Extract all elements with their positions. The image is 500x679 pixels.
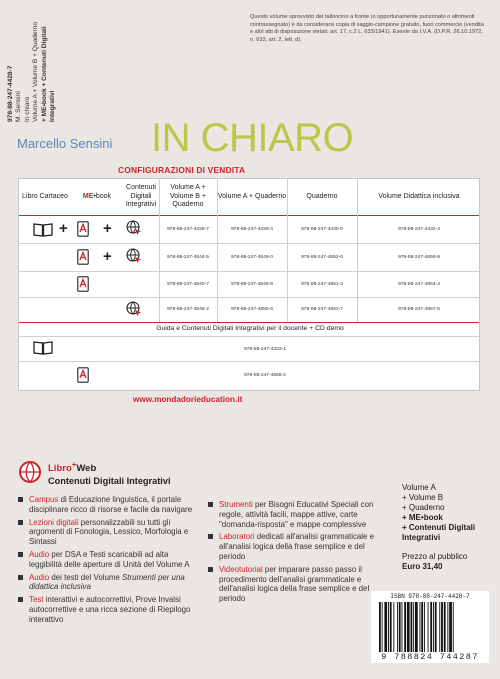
row-divider (19, 336, 479, 337)
plus-icon: + (103, 248, 112, 265)
tablet-mebook-icon (77, 367, 89, 383)
isbn-code: 978-88-247-4840-7 (167, 282, 209, 287)
digital-content-list-right (208, 500, 390, 607)
tablet-mebook-icon (77, 249, 89, 265)
composition-line: Integrativi (402, 533, 441, 542)
book-icon (33, 223, 53, 237)
barcode-bar (404, 602, 406, 652)
book-title: IN CHIARO (151, 116, 354, 160)
column-divider (357, 179, 358, 322)
barcode-bar (430, 602, 432, 652)
barcode-bar (390, 602, 392, 652)
isbn-code: 978-88-247-4852-0 (301, 255, 343, 260)
barcode-bar (428, 602, 429, 652)
list-item: Audio dei testi del Volume Strumenti per una didattica inclusiva (18, 573, 196, 593)
barcode-bar (449, 602, 452, 652)
barcode-bars (379, 602, 481, 652)
column-divider (159, 179, 160, 322)
tablet-mebook-icon (77, 276, 89, 292)
isbn-code: 978-88-247-4854-4 (398, 282, 440, 287)
barcode-bar (384, 602, 387, 652)
barcode-bar (420, 602, 421, 652)
isbn-code: 978-88-247-4858-2 (244, 373, 286, 378)
digital-content-list-left (18, 495, 196, 628)
libroweb-globe-icon (18, 460, 42, 484)
libroweb-name (48, 460, 171, 474)
barcode-bar (407, 602, 410, 652)
header-didattica-inclusiva: Volume Didattica inclusiva (378, 192, 460, 200)
barcode-bar (435, 602, 437, 652)
barcode-bar (397, 602, 398, 652)
barcode-bar (402, 602, 403, 652)
row-divider (19, 361, 479, 362)
spine-author: M. Sensini (15, 91, 23, 122)
globe-cursor-icon (125, 247, 143, 265)
isbn-code: 978-88-247-4856-8 (398, 255, 440, 260)
libroweb-subtitle: Contenuti Digitali Integrativi (48, 476, 171, 487)
barcode-bar (399, 602, 401, 652)
plus-icon: + (103, 220, 112, 237)
teacher-guide-title: Guida e Contenuti Digitali Integrativi per il docente + CD demo (156, 325, 344, 332)
header-mebook-me: ME (82, 192, 94, 200)
barcode-bar (444, 602, 446, 652)
section-divider (19, 322, 479, 323)
barcode-bar (388, 602, 389, 652)
column-divider (217, 179, 218, 322)
barcode-isbn: ISBN 978-88-247-4428-7 (390, 593, 470, 600)
author-name: Marcello Sensini (17, 136, 113, 151)
composition-line: + ME•book (402, 513, 443, 522)
header-contenuti-digitali: Contenuti Digitali Integrativi (125, 184, 157, 209)
barcode-bar (453, 602, 454, 652)
list-item: Audio per DSA e Testi scaricabili ad alta leggibilità delle aperture di Unità del Volume A (18, 550, 196, 570)
barcode-digits: 9 788824 744287 (381, 652, 479, 662)
row-divider (19, 297, 479, 298)
row-divider (19, 243, 479, 244)
header-vol-a-quaderno: Volume A + Quaderno (217, 192, 287, 200)
list-item: Videotutorial per imparare passo passo il procedimento dell'analisi grammaticale e dell'analisi logica della frase semplice e del periodo (208, 565, 390, 604)
barcode-bar (382, 602, 383, 652)
isbn-code: 978-88-247-4846-9 (231, 282, 273, 287)
spine-title: In chiaro (23, 96, 31, 122)
barcode (371, 591, 489, 663)
isbn-code: 978-88-247-4432-4 (398, 227, 440, 232)
header-mebook-rest: •book (93, 192, 112, 200)
barcode-bar (441, 602, 443, 652)
spine-line1: Volume A + Volume B + Quaderno (32, 21, 40, 122)
spine-isbn: 978-88-247-4428-7 (7, 65, 14, 122)
list-item: Strumenti per Bisogni Educativi Speciali con regole, attività facili, mappe attive, carte "domanda-risposta" e mappe complessive (208, 500, 390, 529)
barcode-bar (413, 602, 414, 652)
edition-info (402, 483, 475, 572)
barcode-bar (421, 602, 423, 652)
column-divider (287, 179, 288, 322)
isbn-code: 978-88-247-4844-5 (167, 255, 209, 260)
website-link[interactable]: www.mondadorieducation.it (133, 395, 243, 404)
composition-line: Volume A (402, 483, 436, 492)
isbn-code: 978-88-247-4849-0 (231, 255, 273, 260)
isbn-code: 978-88-247-4430-0 (301, 227, 343, 232)
isbn-code: 978-88-247-4428-7 (167, 227, 209, 232)
globe-cursor-icon (125, 300, 143, 318)
header-divider (19, 215, 479, 216)
barcode-bar (447, 602, 448, 652)
composition-line: + Contenuti Digitali (402, 523, 476, 532)
plus-icon: + (59, 220, 68, 237)
composition-line: + Quaderno (402, 503, 445, 512)
isbn-code: 978-88-247-4433-1 (244, 347, 286, 352)
tablet-mebook-icon (77, 221, 89, 237)
row-divider (19, 271, 479, 272)
barcode-bar (424, 602, 425, 652)
isbn-code: 978-88-247-4850-6 (231, 307, 273, 312)
spine-line2: + ME•book + Contenuti Digitali Integrativi (40, 26, 57, 122)
header-mebook (71, 179, 123, 215)
list-item: Test interattivi e autocorrettivi, Prove Invalsi autocorrettive e una ricca sezione di Riepilogo interattivo (18, 595, 196, 624)
price-label: Prezzo al pubblico (402, 552, 468, 561)
price-value: Euro 31,40 (402, 562, 443, 571)
libroweb-plus: + (71, 460, 77, 469)
barcode-bar (393, 602, 394, 652)
isbn-code: 978-88-247-4853-7 (301, 307, 343, 312)
isbn-code: 978-88-247-4851-3 (301, 282, 343, 287)
spine-text (7, 12, 57, 122)
barcode-bar (415, 602, 418, 652)
header-vol-a-b-quaderno: Volume A + Volume B + Quaderno (170, 184, 206, 209)
libroweb-header (18, 460, 171, 486)
libroweb-web: Web (76, 463, 97, 475)
header-libro-cartaceo: Libro Cartaceo (22, 192, 68, 200)
globe-cursor-icon (125, 219, 143, 237)
list-item: Laboratori dedicati all'analisi grammaticale e all'analisi logica della frase semplice e del periodo (208, 532, 390, 561)
libroweb-libro: Libro (48, 463, 72, 475)
barcode-bar (379, 602, 381, 652)
config-title: CONFIGURAZIONI DI VENDITA (118, 165, 246, 175)
barcode-bar (433, 602, 434, 652)
isbn-code: 978-88-247-4857-5 (398, 307, 440, 312)
list-item: Campus di Educazione linguistica, il portale disciplinare ricco di risorse e facile da navigare (18, 495, 196, 515)
isbn-code: 978-88-247-4429-4 (231, 227, 273, 232)
isbn-code: 978-88-247-4845-2 (167, 307, 209, 312)
legal-notice: Questo volume sprovvisto del talloncino a fronte (o opportunamente punzonato o altrimenti contrassegnato) è da considerarsi copia di saggio-campione gratuito, fuori commercio (vendita e altri atti di disposizione vietati: art. 17, c.2 L. 633/1941). Esente da I.V.A. (D.P.R. 26.10.1972, n. 633, art. 2, lett. d). (250, 14, 484, 43)
barcode-bar (439, 602, 440, 652)
barcode-bar (411, 602, 413, 652)
book-icon (33, 341, 53, 355)
header-quaderno: Quaderno (306, 192, 338, 200)
list-item: Lezioni digitali personalizzabili su tutti gli argomenti di Fonologia, Lessico, Morfologia e Sintassi (18, 518, 196, 547)
configurations-table (18, 178, 480, 391)
composition-line: + Volume B (402, 493, 444, 502)
